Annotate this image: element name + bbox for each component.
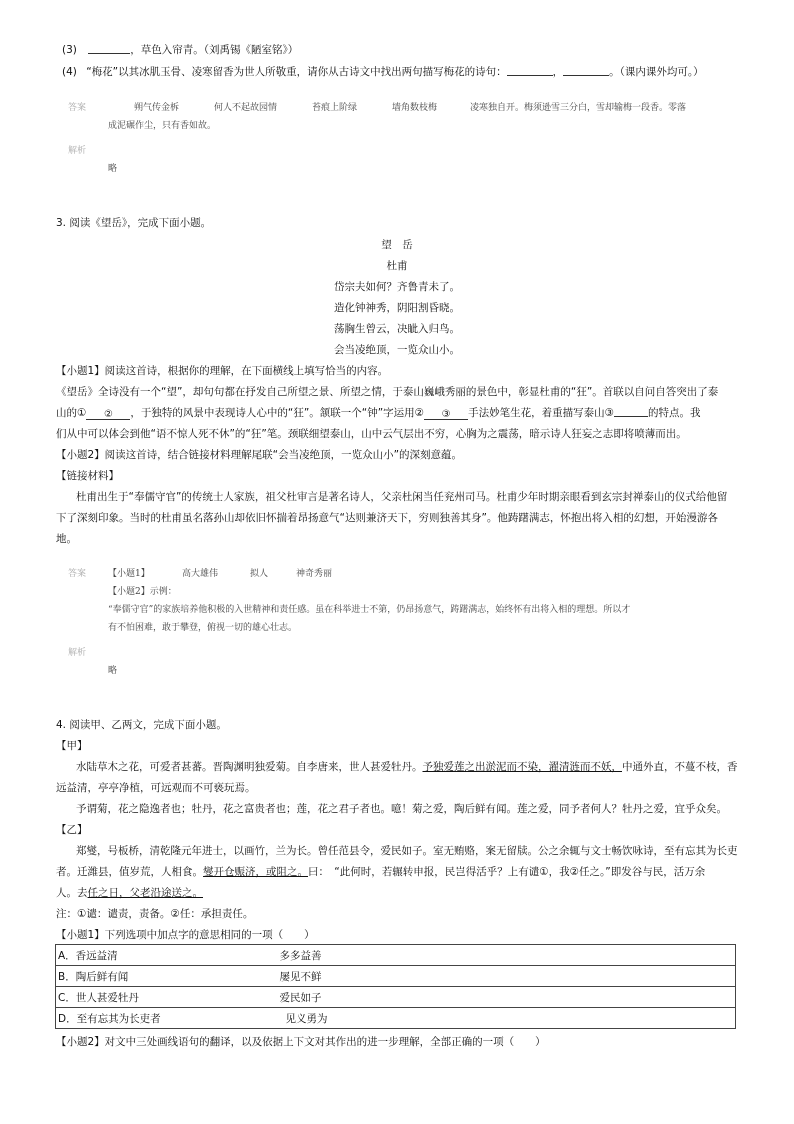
answer-sub-label: 【小题1】 [108, 569, 150, 579]
answer-label: 答案 [68, 103, 87, 113]
answer-label: 答案 [68, 569, 87, 579]
answer-item: 苔痕上阶绿 [312, 103, 358, 113]
poem-line: 会当凌绝顶，一览众山小。 [334, 344, 460, 356]
option-row[interactable] [56, 945, 736, 966]
poem-line: 岱宗夫如何？齐鲁青未了。 [334, 281, 460, 293]
option-left: B．陶后鲜有闻 [56, 966, 280, 987]
passage-line: 予谓菊，花之隐逸者也；牡丹，花之富贵者也；莲，花之君子者也。噫！菊之爱，陶后鲜有闻。莲之爱，同予者何人？牡丹之爱，宜乎众矣。 [76, 803, 727, 815]
paragraph-line: 《望岳》全诗没有一个“望”，却句句都在抒发自己所望之景、所望之情，于泰山巍峨秀丽的景色中，彰显杜甫的“狂”。首联以自问自答突出了泰 [56, 386, 719, 398]
option-right: 爱民如子 [280, 987, 736, 1008]
answer-blank[interactable] [614, 406, 648, 417]
answer-blank[interactable] [88, 43, 130, 54]
poem-line: 造化钟神秀，阴阳割昏晓。 [334, 302, 460, 314]
option-left: A．香远益清 [56, 945, 280, 966]
answer-item: 高大雄伟 [182, 569, 219, 579]
fill-in-line: 山的① ② ，于独特的风景中表现诗人心中的“狂”。颔联一个“钟”字运用② ③ 手法妙笔生花，着重描写泰山③ 的特点。我 [56, 407, 701, 420]
answer-blank[interactable]: ③ [424, 409, 468, 420]
poem-line: 荡胸生曾云，决眦入归鸟。 [334, 323, 460, 335]
sub-question-prompt: 【小题2】对文中三处画线语句的翻译，以及依据上下文对其作出的进一步理解，全部正确的一项（ ） [56, 1036, 546, 1048]
passage-label-jia: 【甲】 [56, 740, 88, 752]
analysis-text: 略 [108, 164, 118, 174]
sub-question-prompt: 【小题1】阅读这首诗，根据你的理解，在下面横线上填写恰当的内容。 [56, 365, 389, 377]
answer-item: 神奇秀丽 [296, 569, 333, 579]
passage-line: 远益清，亭亭净植，可远观而不可亵玩焉。 [56, 782, 256, 794]
answer-item: 何人不起故园情 [214, 103, 278, 113]
answer-line: 有不怕困难，敢于攀登，俯视一切的雄心壮志。 [108, 623, 298, 633]
answer-item: 墙角数枝梅 [392, 103, 438, 113]
option-left: C．世人甚爱牡丹 [56, 987, 280, 1008]
passage-line: 水陆草木之花，可爱者甚蕃。晋陶渊明独爱菊。自李唐来，世人甚爱牡丹。予独爱莲之出淤泥而不染，濯清涟而不妖，中通外直，不蔓不枝，香 [76, 761, 738, 773]
passage-label-yi: 【乙】 [56, 824, 88, 836]
analysis-label: 解析 [68, 146, 87, 156]
sub-text-suffix: 。（课内课外均可。） [609, 66, 704, 78]
answer-sub-label: 【小题2】示例： [108, 587, 177, 597]
answer-item: 凌寒独自开。梅须逊雪三分白，雪却输梅一段香。零落 [470, 103, 687, 113]
option-right: 屡见不鲜 [280, 966, 736, 987]
link-material-label: 【链接材料】 [56, 470, 119, 482]
question-2-sub3 [62, 42, 298, 57]
sub-question-prompt: 【小题1】下列选项中加点字的意思相同的一项（ ） [56, 929, 315, 941]
paragraph-line: 们从中可以体会到他“语不惊人死不休”的“狂”笔。颈联细望泰山，山中云气层出不穷，心胸为之震荡，暗示诗人狂妄之志即将喷薄而出。 [56, 428, 687, 440]
answer-blank[interactable] [563, 65, 609, 76]
answer-line: “奉儒守官”的家族培养他积极的入世精神和责任感。虽在科举进士不第，仍昂扬意气，踌躇满志，始终怀有出将入相的理想。所以才 [108, 605, 631, 615]
answer-blank[interactable] [507, 65, 553, 76]
underlined-sentence: 予独爱莲之出淤泥而不染，濯清涟而不妖， [422, 761, 622, 773]
passage-line: 者。迁潍县，值岁荒，人相食。燮开仓赈济，或阻之。曰： “此何时，若辗转申报，民岂得活乎？上有谴①，我②任之。”即发谷与民，活万余 [56, 866, 706, 878]
paragraph-line: 下了深刻印象。当时的杜甫虽名落孙山却依旧怀揣着昂扬意气“达则兼济天下，穷则独善其身”。他踌躇满志，怀抱出将入相的幻想，开始漫游各 [56, 512, 718, 524]
sub-question-prompt: 【小题2】阅读这首诗，结合链接材料理解尾联“会当凌绝顶，一览众山小”的深刻意蕴。 [56, 449, 463, 461]
option-row[interactable] [56, 966, 736, 987]
answer-item: 朔气传金柝 [134, 103, 180, 113]
option-right: 多多益善 [280, 945, 736, 966]
answer-blank[interactable]: ② [86, 409, 130, 420]
sub-text: ，草色入帘青。（刘禹锡《陋室铭》） [130, 44, 299, 56]
annotation-note: 注：①谴：谴责，责备。②任：承担责任。 [56, 908, 254, 920]
passage-line: 郑燮，号板桥，清乾隆元年进士，以画竹，兰为长。曾任范县令，爱民如子。室无贿赂，案无留牍。公之余辄与文士畅饮咏诗，至有忘其为长吏 [76, 845, 738, 857]
answer-item: 拟人 [250, 569, 269, 579]
analysis-label: 解析 [68, 648, 87, 658]
question-2-sub4: (4) “梅花”以其冰肌玉骨、凌寒留香为世人所敬重，请你从古诗文中找出两句描写梅花的诗句： ， 。（课内课外均可。） [62, 66, 704, 78]
sub-text: “梅花”以其冰肌玉骨、凌寒留香为世人所敬重，请你从古诗文中找出两句描写梅花的诗句： [86, 66, 507, 78]
question-3-heading: 3. 阅读《望岳》，完成下面小题。 [56, 217, 212, 229]
question-4-heading: 4. 阅读甲、乙两文，完成下面小题。 [56, 719, 227, 731]
option-right: 见义勇为 [280, 1008, 736, 1029]
option-left: D．至有忘其为长吏者 [56, 1008, 280, 1029]
poem-author: 杜甫 [386, 260, 408, 272]
poem-title: 望 岳 [381, 239, 413, 251]
paragraph-line: 地。 [56, 533, 77, 545]
answer-line: 成泥碾作尘，只有香如故。 [108, 121, 217, 131]
sub-number: (3) [62, 44, 77, 56]
options-table [55, 944, 736, 1029]
option-row[interactable] [56, 987, 736, 1008]
passage-line: 人。去任之日，父老沿途送之。 [56, 887, 203, 899]
paragraph-line: 杜甫出生于“奉儒守官”的传统士人家族，祖父杜审言是著名诗人，父亲杜闲当任兖州司马。杜甫少年时期亲眼看到玄宗封禅泰山的仪式给他留 [76, 491, 728, 503]
sub-number: (4) [62, 66, 77, 78]
underlined-sentence: 燮开仓赈济，或阻之。 [203, 866, 308, 878]
underlined-sentence: 任之日，父老沿途送之。 [87, 887, 203, 899]
option-row[interactable] [56, 1008, 736, 1029]
analysis-text: 略 [108, 666, 118, 676]
